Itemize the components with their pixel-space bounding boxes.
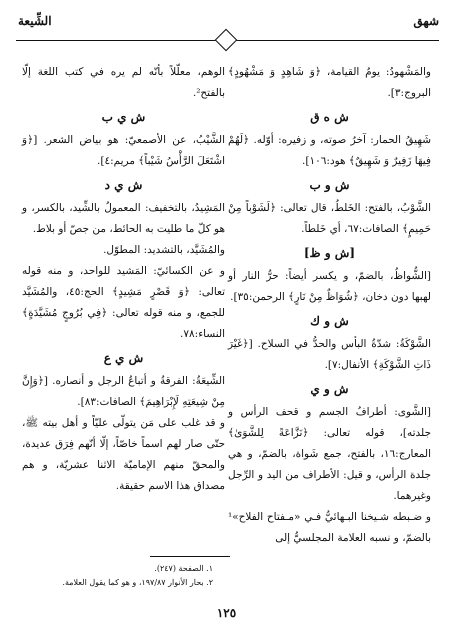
entry-paragraph: و عن الكسائيّ: المَشيد للواحد، و منه قوله تعالى: ﴿وَ قَصْرٍ مَشِيدٍ﴾ الحج:٤٥، والمُشَيَّد للجمع، و منه قوله تعالى: ﴿فِي بُرُوجٍ مُشَيَّدَةٍ﴾ النساء:٧٨. [22,265,226,340]
entry-heading: ش و ي [310,382,349,396]
entry-heading: ش ي د [104,178,143,192]
entry-heading: [ش و ظ] [303,246,356,260]
entry-paragraph: الشِّيعَةُ: الفرقةُ و أتباعُ الرجل و أنصاره. [﴿وَإِنَّ مِنْ شِيعَتِهِ لَإِبْرَاهِيمَ﴾ الصافات:٨٣]. [22,375,225,408]
entry-paragraph: المَشِيدُ، بالتخفيف: المعمولُ بالشِّيد، بالكسر، و هو كلّ ما طليت به الحائط، من جصّ أو بلاط. [22,202,225,235]
entry-heading: ش و ب [309,178,350,192]
entry-paragraph: والمُشَيَّد، بالتشديد: المطوّل. [103,244,225,256]
entry-heading: ش ه ق [310,110,349,124]
page-number: ١٢٥ [216,606,237,620]
entry-heading: ش ي ع [103,351,144,365]
entry-paragraph: والمَشْهودُ: يومُ القيامة، ﴿وَ شَاهِدٍ وَ مَشْهُودٍ﴾ البروج:٣]. [228,66,431,99]
header-left-title: الشِّيعة [18,14,52,28]
right-column [228,62,431,549]
entry-paragraph: الوهم، معلّلاً بأنّه لم يره في كتب اللغة إلّا بالفتح². [22,66,225,99]
entry-paragraph: و قد غلب على مَن يتولّى عليّاً و أهل بيته ﷺ، حتّى صار لهم اسماً خاصّاً، إلّا أنّهم فِرَق عديدة، والمحقّ منهم الإماميّة الاثنا عشريّة، و هم مصداق هذا الاسم حقيقة. [22,417,225,492]
header-right-title: شهق [413,14,439,28]
entry-paragraph: الشَّوْبُ، بالفتح: الخَلطُ، قال تعالى: ﴿لَشَوْباً مِنْ حَمِيمٍ﴾ الصافات:٦٧، أي خَلطاً. [228,202,431,235]
entry-heading: ش و ك [310,314,349,328]
entry-paragraph: و ضـبطه شـيخنا البـهائيُّ فـي «مـفتاح الفلاح»¹ بالضمّ، و نسبه العلامة المجلسيُّ إلى [228,511,431,544]
left-column [22,62,225,497]
entry-paragraph: شَهِيقُ الحمار: آخرُ صوته، و زفيره: أوّله. ﴿لَهُمْ فِيهَا زَفِيرٌ وَ شَهِيقٌ﴾ هود:١٠٦]. [228,134,431,167]
footnote-2: ٢. بحار الأنوار ١٩٧/٨٧، و هو كما يقول العلامة. [62,578,213,587]
footnote-rule [150,556,230,557]
footnote-1: ١. الصفحة (٢٤٧). [154,564,213,573]
entry-paragraph: [الشُّواظُ، بالضمّ، و يكسر أيضاً: حرُّ النار أو لهبها دون دخان، ﴿شُوَاظٌ مِنْ نَارٍ﴾ الرحمن:٣٥]. [228,270,431,303]
footnotes [18,562,213,590]
entry-heading: ش ي ب [101,110,146,124]
entry-paragraph: [الشَّوى: أطرافُ الجسم و قحف الرأس و جلدته]، قوله تعالى: ﴿نَزَّاعَةً لِلشَّوَىٰ﴾ المعارج:١٦، بالفتح، جمع شَواة، بالضمّ، و هي جلدة الرأس، و قيل: الأطراف من اليد و الرِّجل وغيرهما. [228,406,431,502]
entry-paragraph: الشَّوْكَةُ: شدّةُ البأس والحدُّ في السلاح. [﴿غَيْرَ ذَاتِ الشَّوْكَةِ﴾ الأنفال:٧]. [228,338,431,371]
entry-paragraph: الشَّيْبُ، عن الأصمعيّ: هو بياض الشعر. [﴿وَ اشْتَعَلَ الرَّأْسُ شَيْباً﴾ مريم:٤]. [22,134,225,167]
